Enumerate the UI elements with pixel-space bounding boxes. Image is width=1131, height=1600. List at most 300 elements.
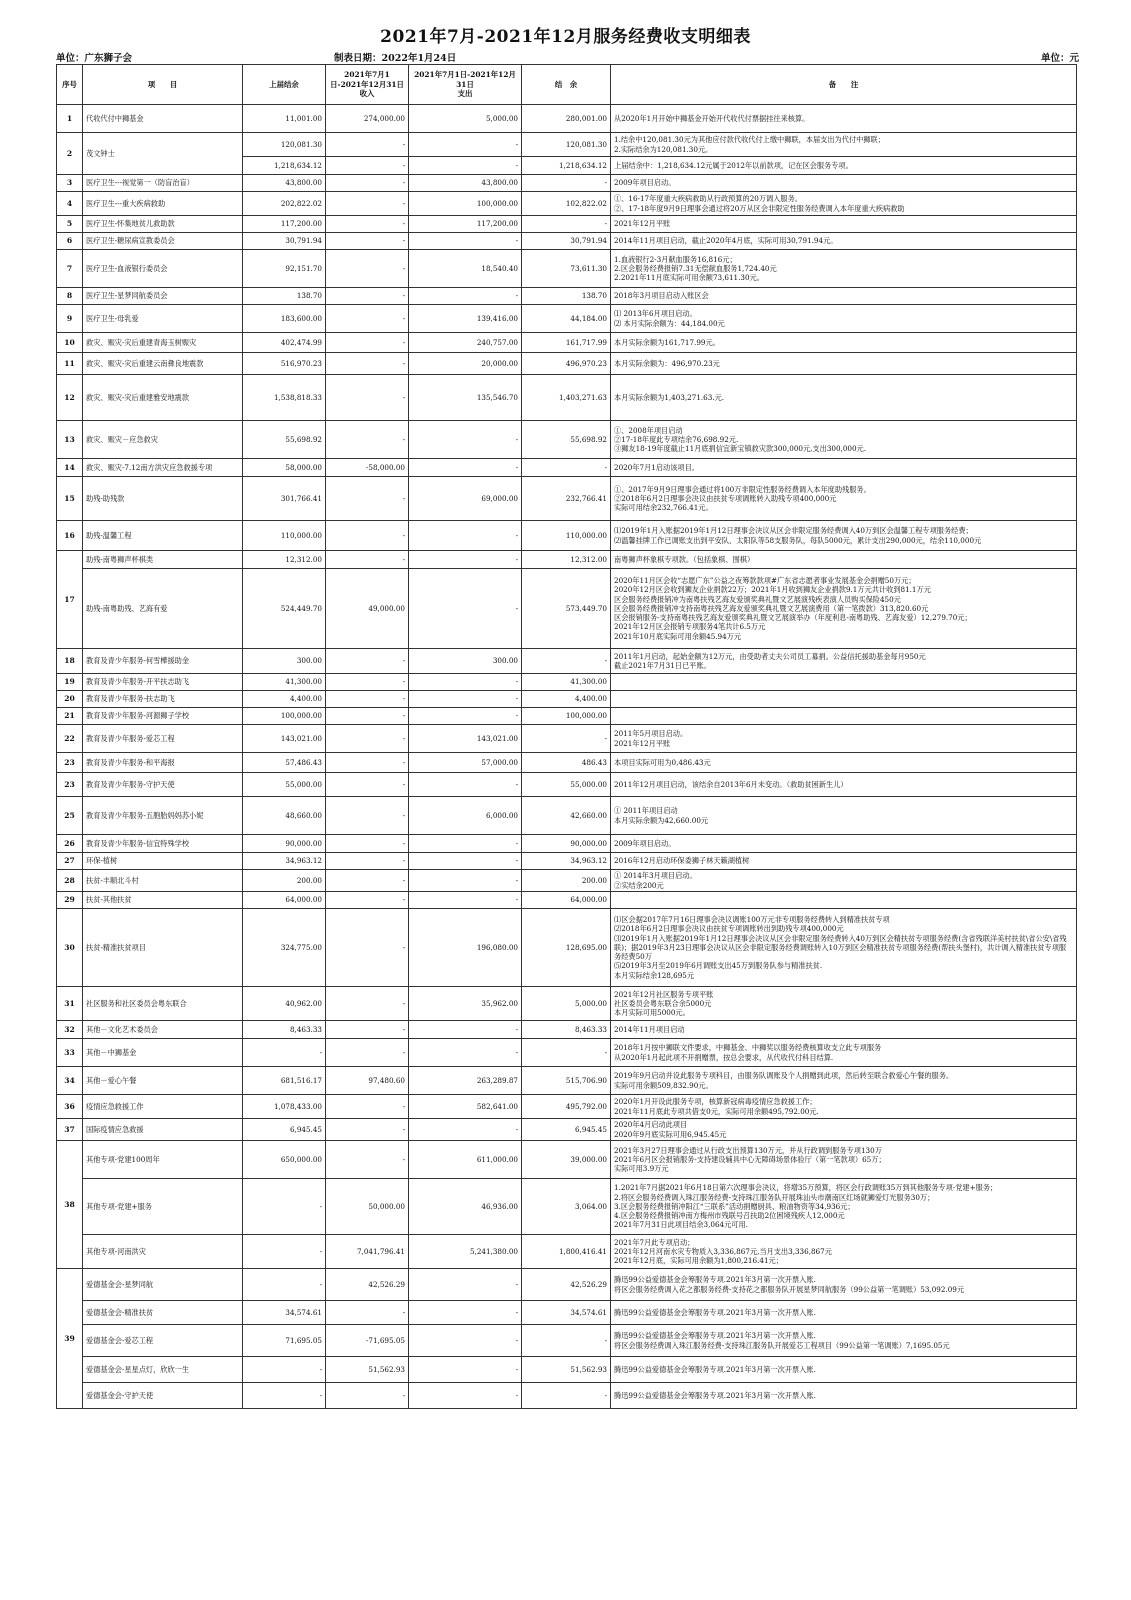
table-row bbox=[57, 1067, 1077, 1095]
table-row bbox=[57, 1235, 1077, 1269]
remark: ① 2014年3月项目启动。 ②实结余200元 bbox=[611, 870, 1077, 892]
expense-amount: - bbox=[409, 1383, 522, 1409]
prev-balance: 143,021.00 bbox=[243, 725, 326, 753]
income-amount: - bbox=[326, 421, 409, 459]
item-name: 助残-南粤狮声杯棋类 bbox=[83, 551, 243, 569]
item-name: 医疗卫生-血液银行委员会 bbox=[83, 250, 243, 288]
item-name: 助残-助残款 bbox=[83, 477, 243, 521]
table-row bbox=[57, 708, 1077, 725]
remark: 腾迅99公益爱德基金会筹服务专项.2021年3月第一次开票入账. 将区会服务经费调入花之都服务经费-支持花之都服务队开展星梦同航服务（99公益第一笔调账）53,092.09元 bbox=[611, 1269, 1077, 1301]
balance-amount: 42,660.00 bbox=[522, 797, 611, 835]
income-amount: - bbox=[326, 835, 409, 853]
row-number: 20 bbox=[57, 691, 83, 708]
balance-amount: 573,449.70 bbox=[522, 569, 611, 649]
prev-balance: 64,000.00 bbox=[243, 892, 326, 909]
remark: 2018年3月项目启动入账区会 bbox=[611, 288, 1077, 305]
row-number: 4 bbox=[57, 192, 83, 216]
table-row bbox=[57, 1325, 1077, 1357]
table-row bbox=[57, 1119, 1077, 1141]
income-amount: - bbox=[326, 175, 409, 192]
balance-amount: 110,000.00 bbox=[522, 521, 611, 551]
expense-amount: - bbox=[409, 288, 522, 305]
prev-balance: 92,151.70 bbox=[243, 250, 326, 288]
balance-amount: 128,695.00 bbox=[522, 909, 611, 987]
item-name: 其他－爱心午餐 bbox=[83, 1067, 243, 1095]
item-name: 代收代付中狮基金 bbox=[83, 105, 243, 133]
row-number: 5 bbox=[57, 216, 83, 233]
income-amount: - bbox=[326, 353, 409, 375]
balance-amount: 495,792.00 bbox=[522, 1095, 611, 1119]
row-number: 11 bbox=[57, 353, 83, 375]
item-name: 医疗卫生-星梦同航委员会 bbox=[83, 288, 243, 305]
prev-balance: 71,695.05 bbox=[243, 1325, 326, 1357]
prev-balance: 183,600.00 bbox=[243, 305, 326, 333]
income-amount: - bbox=[326, 1119, 409, 1141]
row-number: 22 bbox=[57, 725, 83, 753]
balance-amount: 41,300.00 bbox=[522, 674, 611, 691]
remark: 2019年9月启动并设此服务专项科目，由服务队调账及个人捐赠到此项，然后转至联合救爱心午餐的服务。 实际可用余额509,832.90元。 bbox=[611, 1067, 1077, 1095]
income-amount: - bbox=[326, 521, 409, 551]
row-number: 23 bbox=[57, 753, 83, 773]
item-name: 医疗卫生---视觉第一（防盲治盲） bbox=[83, 175, 243, 192]
remark bbox=[611, 674, 1077, 691]
remark: 2009年项目启动。 bbox=[611, 175, 1077, 192]
expense-amount: 240,757.00 bbox=[409, 333, 522, 353]
expense-amount: 35,962.00 bbox=[409, 987, 522, 1021]
row-number: 18 bbox=[57, 649, 83, 674]
balance-amount: 55,698.92 bbox=[522, 421, 611, 459]
row-number: 17 bbox=[57, 551, 83, 649]
prev-balance: - bbox=[243, 1179, 326, 1235]
table-row bbox=[57, 1179, 1077, 1235]
table-row bbox=[57, 753, 1077, 773]
balance-amount: 39,000.00 bbox=[522, 1141, 611, 1179]
expense-amount: - bbox=[409, 133, 522, 157]
expense-amount: 46,936.00 bbox=[409, 1179, 522, 1235]
row-number: 15 bbox=[57, 477, 83, 521]
table-row bbox=[57, 1383, 1077, 1409]
expense-amount: 611,000.00 bbox=[409, 1141, 522, 1179]
expense-amount: - bbox=[409, 1357, 522, 1383]
table-row bbox=[57, 353, 1077, 375]
prev-balance: 6,945.45 bbox=[243, 1119, 326, 1141]
row-number: 13 bbox=[57, 421, 83, 459]
prev-balance: 301,766.41 bbox=[243, 477, 326, 521]
prev-balance: 117,200.00 bbox=[243, 216, 326, 233]
item-name: 教育及青少年服务-和平海报 bbox=[83, 753, 243, 773]
table-row bbox=[57, 521, 1077, 551]
row-number: 37 bbox=[57, 1119, 83, 1141]
expense-amount: 57,000.00 bbox=[409, 753, 522, 773]
table-row bbox=[57, 569, 1077, 649]
income-amount: - bbox=[326, 216, 409, 233]
prev-balance: 200.00 bbox=[243, 870, 326, 892]
balance-amount: 5,000.00 bbox=[522, 987, 611, 1021]
header-no: 序号 bbox=[57, 65, 83, 105]
income-amount: - bbox=[326, 1141, 409, 1179]
expense-amount: - bbox=[409, 1301, 522, 1325]
income-amount: - bbox=[326, 1301, 409, 1325]
expense-amount: 6,000.00 bbox=[409, 797, 522, 835]
expense-amount: - bbox=[409, 691, 522, 708]
item-name: 教育及青少年服务-守护天使 bbox=[83, 773, 243, 797]
remark: 2011年1月启动，起始金额为12万元，由受助者丈夫公司员工募捐。公益信托援助基金每月950元 截止2021年7月31日已平账。 bbox=[611, 649, 1077, 674]
remark bbox=[611, 708, 1077, 725]
remark bbox=[611, 691, 1077, 708]
remark: 从2020年1月开始中狮基金开始开代收代付票据挂往来核算。 bbox=[611, 105, 1077, 133]
prev-balance: 57,486.43 bbox=[243, 753, 326, 773]
prev-balance: 41,300.00 bbox=[243, 674, 326, 691]
table-row bbox=[57, 892, 1077, 909]
prev-balance: 55,000.00 bbox=[243, 773, 326, 797]
item-name: 社区服务和社区委员会粤东联合 bbox=[83, 987, 243, 1021]
expense-amount: 18,540.40 bbox=[409, 250, 522, 288]
income-amount: - bbox=[326, 797, 409, 835]
table-body bbox=[57, 105, 1077, 1409]
remark: ⑴2019年1月入账据2019年1月12日理事会决议从区会非限定服务经费调入40万到区会温馨工程专项服务经费； ⑵温馨挂牌工作已调账支出到平安队、太阳队等58支服务队，每队5000元，累计支出290,000元，结余110,000元 bbox=[611, 521, 1077, 551]
table-row bbox=[57, 192, 1077, 216]
table-row bbox=[57, 421, 1077, 459]
header-note: 备 注 bbox=[611, 65, 1077, 105]
item-name: 救灾、赈灾-灾后重建云南彝良地震款 bbox=[83, 353, 243, 375]
income-amount: - bbox=[326, 909, 409, 987]
income-amount: - bbox=[326, 853, 409, 870]
prev-balance: - bbox=[243, 1383, 326, 1409]
table-row bbox=[57, 288, 1077, 305]
table-row bbox=[57, 1039, 1077, 1067]
balance-amount: 102,822.02 bbox=[522, 192, 611, 216]
income-amount: - bbox=[326, 708, 409, 725]
prev-balance: 4,400.00 bbox=[243, 691, 326, 708]
balance-amount: 6,945.45 bbox=[522, 1119, 611, 1141]
table-row bbox=[57, 216, 1077, 233]
expense-amount: - bbox=[409, 421, 522, 459]
remark: 腾迅99公益爱德基金会筹服务专项.2021年3月第一次开票入账. bbox=[611, 1301, 1077, 1325]
balance-amount: - bbox=[522, 459, 611, 477]
table-row bbox=[57, 797, 1077, 835]
remark: 2018年1月按中狮联文件要求，中狮基金、中狮奖以服务经费核算收支立此专项服务 从2020年1月起此项不开捐赠票，按总会要求，从代收代付科目结算. bbox=[611, 1039, 1077, 1067]
table-row bbox=[57, 1269, 1077, 1301]
item-name: 教育及青少年服务-扶志助飞 bbox=[83, 691, 243, 708]
item-name: 教育及青少年服务-开平扶志助飞 bbox=[83, 674, 243, 691]
prev-balance: 524,449.70 bbox=[243, 569, 326, 649]
balance-amount: - bbox=[522, 1039, 611, 1067]
item-name: 救灾、赈灾-7.12南方洪灾应急救援专项 bbox=[83, 459, 243, 477]
remark: 2009年项目启动。 bbox=[611, 835, 1077, 853]
expense-amount: - bbox=[409, 1039, 522, 1067]
income-amount: - bbox=[326, 725, 409, 753]
item-name: 医疗卫生-糖尿病宣教委员会 bbox=[83, 233, 243, 250]
row-number: 6 bbox=[57, 233, 83, 250]
income-amount: - bbox=[326, 305, 409, 333]
expense-amount: 582,641.00 bbox=[409, 1095, 522, 1119]
prev-balance: 40,962.00 bbox=[243, 987, 326, 1021]
remark bbox=[611, 892, 1077, 909]
expense-amount: - bbox=[409, 1119, 522, 1141]
header-expense: 2021年7月1日-2021年12月31日 支出 bbox=[409, 65, 522, 105]
balance-amount: 100,000.00 bbox=[522, 708, 611, 725]
table-row bbox=[57, 773, 1077, 797]
remark: ①、2017年9月9日理事会通过将100万非限定性服务经费调入本年度助残服务。 ②2018年6月2日理事会决议由扶贫专项调账转入助残专项400,000元 实际可用结余232,766.41元。 bbox=[611, 477, 1077, 521]
table-row bbox=[57, 1095, 1077, 1119]
prev-balance: 90,000.00 bbox=[243, 835, 326, 853]
income-amount: - bbox=[326, 773, 409, 797]
balance-amount: 138.70 bbox=[522, 288, 611, 305]
remark: 2020年4月启动此项目 2020年9月底实际可用6,945.45元 bbox=[611, 1119, 1077, 1141]
prev-balance: 402,474.99 bbox=[243, 333, 326, 353]
table-row bbox=[57, 233, 1077, 250]
balance-amount: 280,001.00 bbox=[522, 105, 611, 133]
remark: 2014年11月项目启动，截止2020年4月底，实际可用30,791.94元。 bbox=[611, 233, 1077, 250]
table-row bbox=[57, 105, 1077, 133]
prev-balance: 34,574.61 bbox=[243, 1301, 326, 1325]
balance-amount: 90,000.00 bbox=[522, 835, 611, 853]
income-amount: - bbox=[326, 333, 409, 353]
income-amount: - bbox=[326, 987, 409, 1021]
balance-amount: 73,611.30 bbox=[522, 250, 611, 288]
prev-balance: 681,516.17 bbox=[243, 1067, 326, 1095]
item-name: 救灾、赈灾－应急救灾 bbox=[83, 421, 243, 459]
income-amount: - bbox=[326, 1095, 409, 1119]
income-amount: 51,562.93 bbox=[326, 1357, 409, 1383]
item-name: 爱德基金会-精准扶贫 bbox=[83, 1301, 243, 1325]
expense-amount: - bbox=[409, 459, 522, 477]
prev-balance: - bbox=[243, 1357, 326, 1383]
item-name: 其他－中狮基金 bbox=[83, 1039, 243, 1067]
expense-amount: 69,000.00 bbox=[409, 477, 522, 521]
item-name: 爱德基金会-星梦同航 bbox=[83, 1269, 243, 1301]
header-income: 2021年7月1日-2021年12月31日 收入 bbox=[326, 65, 409, 105]
balance-amount: 161,717.99 bbox=[522, 333, 611, 353]
prev-balance: 30,791.94 bbox=[243, 233, 326, 250]
prev-balance: 12,312.00 bbox=[243, 551, 326, 569]
item-name: 助残-南粤助残、艺海有爱 bbox=[83, 569, 243, 649]
balance-amount: 12,312.00 bbox=[522, 551, 611, 569]
expense-amount: - bbox=[409, 853, 522, 870]
prev-balance: 43,800.00 bbox=[243, 175, 326, 192]
row-number: 9 bbox=[57, 305, 83, 333]
item-name: 疫情应急救援工作 bbox=[83, 1095, 243, 1119]
expense-amount: 135,546.70 bbox=[409, 375, 522, 421]
expense-amount: - bbox=[409, 569, 522, 649]
balance-amount: 496,970.23 bbox=[522, 353, 611, 375]
table-row bbox=[57, 551, 1077, 569]
row-number: 23 bbox=[57, 773, 83, 797]
item-name: 教育及青少年服务-信宜特殊学校 bbox=[83, 835, 243, 853]
expense-amount: 143,021.00 bbox=[409, 725, 522, 753]
income-amount: 50,000.00 bbox=[326, 1179, 409, 1235]
balance-amount: 200.00 bbox=[522, 870, 611, 892]
income-amount: - bbox=[326, 551, 409, 569]
balance-amount: 34,963.12 bbox=[522, 853, 611, 870]
expense-amount: 139,416.00 bbox=[409, 305, 522, 333]
organization-label: 单位：广东狮子会 bbox=[56, 53, 133, 64]
table-row bbox=[57, 649, 1077, 674]
table-header-row bbox=[57, 65, 1077, 105]
expense-amount: 196,080.00 bbox=[409, 909, 522, 987]
prev-balance: 1,538,818.33 bbox=[243, 375, 326, 421]
income-amount: 274,000.00 bbox=[326, 105, 409, 133]
row-number: 28 bbox=[57, 870, 83, 892]
row-number: 16 bbox=[57, 521, 83, 551]
row-number: 21 bbox=[57, 708, 83, 725]
item-name: 茂文钟士 bbox=[83, 133, 243, 175]
balance-amount: 486.43 bbox=[522, 753, 611, 773]
balance-amount: 64,000.00 bbox=[522, 892, 611, 909]
expense-amount: - bbox=[409, 1325, 522, 1357]
balance-amount: 232,766.41 bbox=[522, 477, 611, 521]
income-amount: - bbox=[326, 870, 409, 892]
remark: 2020年1月开设此服务专项，核算新冠病毒疫情应急救援工作； 2021年11月底此专项共借支0元，实际可用余额495,792.00元. bbox=[611, 1095, 1077, 1119]
remark: 2020年7月1启动该项目。 bbox=[611, 459, 1077, 477]
item-name: 教育及青少年服务-何雪樺援助金 bbox=[83, 649, 243, 674]
income-amount: -71,695.05 bbox=[326, 1325, 409, 1357]
table-row bbox=[57, 133, 1077, 157]
income-amount: - bbox=[326, 753, 409, 773]
remark: 2014年11月项目启动 bbox=[611, 1021, 1077, 1039]
item-name: 扶贫-精准扶贫项目 bbox=[83, 909, 243, 987]
row-number: 33 bbox=[57, 1039, 83, 1067]
header-item: 项 目 bbox=[83, 65, 243, 105]
prev-balance: 120,081.30 bbox=[243, 133, 326, 157]
table-row bbox=[57, 691, 1077, 708]
income-amount: - bbox=[326, 1039, 409, 1067]
balance-amount: - bbox=[522, 649, 611, 674]
item-name: 救灾、赈灾-灾后重建青海玉树赈灾 bbox=[83, 333, 243, 353]
balance-amount: 42,526.29 bbox=[522, 1269, 611, 1301]
table-row bbox=[57, 674, 1077, 691]
prev-balance: 516,970.23 bbox=[243, 353, 326, 375]
table-row bbox=[57, 853, 1077, 870]
remark: 腾迅99公益爱德基金会筹服务专项.2021年3月第一次开票入账. bbox=[611, 1383, 1077, 1409]
balance-amount: 1,800,416.41 bbox=[522, 1235, 611, 1269]
remark: 1.血液银行2-3月献血服务16,816元； 2.区会服务经费报销7.31无偿献血服务1,724.40元 2.2021年11月底实际可用余额73,611.30元。 bbox=[611, 250, 1077, 288]
income-amount: 97,480.60 bbox=[326, 1067, 409, 1095]
item-name: 医疗卫生-怀集地贫儿救助款 bbox=[83, 216, 243, 233]
item-name: 环保-植树 bbox=[83, 853, 243, 870]
currency-unit: 单位：元 bbox=[1040, 53, 1079, 64]
row-number: 7 bbox=[57, 250, 83, 288]
table-row bbox=[57, 333, 1077, 353]
row-number: 12 bbox=[57, 375, 83, 421]
item-name: 教育及青少年服务-爱芯工程 bbox=[83, 725, 243, 753]
prev-balance: 11,001.00 bbox=[243, 105, 326, 133]
balance-amount: 4,400.00 bbox=[522, 691, 611, 708]
balance-amount: 44,184.00 bbox=[522, 305, 611, 333]
item-name: 其他专项-党建100周年 bbox=[83, 1141, 243, 1179]
expense-amount: 117,200.00 bbox=[409, 216, 522, 233]
prev-balance: 1,078,433.00 bbox=[243, 1095, 326, 1119]
header-prev-balance: 上届结余 bbox=[243, 65, 326, 105]
balance-amount: - bbox=[522, 175, 611, 192]
expense-amount: 100,000.00 bbox=[409, 192, 522, 216]
prev-balance: 202,822.02 bbox=[243, 192, 326, 216]
item-name: 医疗卫生-母乳爱 bbox=[83, 305, 243, 333]
table-row bbox=[57, 1357, 1077, 1383]
remark: 2021年12月平账 bbox=[611, 216, 1077, 233]
balance-amount: 1,218,634.12 bbox=[522, 157, 611, 175]
income-amount: - bbox=[326, 892, 409, 909]
balance-amount: 515,706.90 bbox=[522, 1067, 611, 1095]
balance-amount: 120,081.30 bbox=[522, 133, 611, 157]
item-name: 教育及青少年服务-河源狮子学校 bbox=[83, 708, 243, 725]
table-row bbox=[57, 375, 1077, 421]
remark: 2016年12月启动环保委狮子林天籁湖植树 bbox=[611, 853, 1077, 870]
row-number: 2 bbox=[57, 133, 83, 175]
remark: 2011年5月项目启动。 2021年12月平账 bbox=[611, 725, 1077, 753]
item-name: 扶贫-丰顺北斗村 bbox=[83, 870, 243, 892]
expense-amount: - bbox=[409, 835, 522, 853]
expense-amount: 20,000.00 bbox=[409, 353, 522, 375]
expense-amount: 43,800.00 bbox=[409, 175, 522, 192]
remark: 2020年11月区会收“志愿广东”公益之夜筹款款项#广东省志愿者事业发展基金会捐赠50万元； 2020年12月区会收到狮友企业捐款22万；2021年1月收到狮友企业捐款9.1万元共计收到81.1万元 区会服务经费报销冲为南粤扶残艺海友爱颁奖典礼暨文艺展演残疾表演人员购买保险450元 区会服务经费报销冲支持南粤扶残艺海友爱颁奖典礼暨文艺展演费用（第一笔拨款）313,820.60元 区会报销服务-支持南粤扶残艺海友爱颁奖典礼暨文艺展演举办（年度利息-南粤助残、艺海友爱）12,279.70元； 2021年12月区会报销专项服务4笔共计6.5万元 2021年10月底实际可用余额45.94万元 bbox=[611, 569, 1077, 649]
income-amount: -58,000.00 bbox=[326, 459, 409, 477]
remark: ⑴ 2013年6月项目启动。 ⑵ 本月实际余额为：44,184.00元 bbox=[611, 305, 1077, 333]
table-row bbox=[57, 987, 1077, 1021]
prev-balance: 110,000.00 bbox=[243, 521, 326, 551]
prev-balance: 138.70 bbox=[243, 288, 326, 305]
item-name: 教育及青少年服务-五胞胎妈妈苏小妮 bbox=[83, 797, 243, 835]
row-number: 29 bbox=[57, 892, 83, 909]
item-name: 其他专项-党建+服务 bbox=[83, 1179, 243, 1235]
item-name: 爱德基金会-星星点灯，欣欣一生 bbox=[83, 1357, 243, 1383]
expense-amount: - bbox=[409, 1269, 522, 1301]
balance-amount: - bbox=[522, 1383, 611, 1409]
income-amount: - bbox=[326, 691, 409, 708]
row-number: 3 bbox=[57, 175, 83, 192]
expense-amount: 5,000.00 bbox=[409, 105, 522, 133]
prev-balance: 34,963.12 bbox=[243, 853, 326, 870]
table-row bbox=[57, 477, 1077, 521]
item-name: 国际疫情应急救援 bbox=[83, 1119, 243, 1141]
table-row bbox=[57, 175, 1077, 192]
item-name: 助残-温馨工程 bbox=[83, 521, 243, 551]
table-row bbox=[57, 909, 1077, 987]
income-amount: 42,526.29 bbox=[326, 1269, 409, 1301]
row-number: 27 bbox=[57, 853, 83, 870]
item-name: 爱德基金会-守护天使 bbox=[83, 1383, 243, 1409]
table-row bbox=[57, 835, 1077, 853]
remark: 2021年12月社区服务专项平账 社区委员会粤东联合余5000元 本月实际可用5000元。 bbox=[611, 987, 1077, 1021]
balance-amount: 3,064.00 bbox=[522, 1179, 611, 1235]
prev-balance: 1,218,634.12 bbox=[243, 157, 326, 175]
row-number: 19 bbox=[57, 674, 83, 691]
balance-amount: 30,791.94 bbox=[522, 233, 611, 250]
remark: 本月实际余额为161,717.99元。 bbox=[611, 333, 1077, 353]
remark: 本月实际余额为：496,970.23元 bbox=[611, 353, 1077, 375]
balance-amount: - bbox=[522, 1325, 611, 1357]
income-amount: - bbox=[326, 250, 409, 288]
expense-amount: - bbox=[409, 551, 522, 569]
prev-balance: 100,000.00 bbox=[243, 708, 326, 725]
table-row bbox=[57, 1021, 1077, 1039]
prev-balance: 58,000.00 bbox=[243, 459, 326, 477]
row-number: 39 bbox=[57, 1269, 83, 1409]
expense-amount: - bbox=[409, 521, 522, 551]
item-name: 爱德基金会-爱芯工程 bbox=[83, 1325, 243, 1357]
prev-balance: 324,775.00 bbox=[243, 909, 326, 987]
remark: ①、2008年项目启动 ②17-18年度此专项结余76,698.92元. ③狮友18-19年度截止11月底捐信宜新宝镇救灾款300,000元,支出300,000元. bbox=[611, 421, 1077, 459]
prev-balance: 55,698.92 bbox=[243, 421, 326, 459]
table-row bbox=[57, 1141, 1077, 1179]
expense-amount: - bbox=[409, 708, 522, 725]
balance-amount: 1,403,271.63 bbox=[522, 375, 611, 421]
expense-amount: 5,241,380.00 bbox=[409, 1235, 522, 1269]
table-row bbox=[57, 459, 1077, 477]
expense-amount: - bbox=[409, 233, 522, 250]
remark: 2021年7月此专项启动； 2021年12月河南水灾专物质入3,336,867元,当月支出3,336,867元 2021年12月底，实际可用余额为1,800,216.41元； bbox=[611, 1235, 1077, 1269]
income-amount: 49,000.00 bbox=[326, 569, 409, 649]
